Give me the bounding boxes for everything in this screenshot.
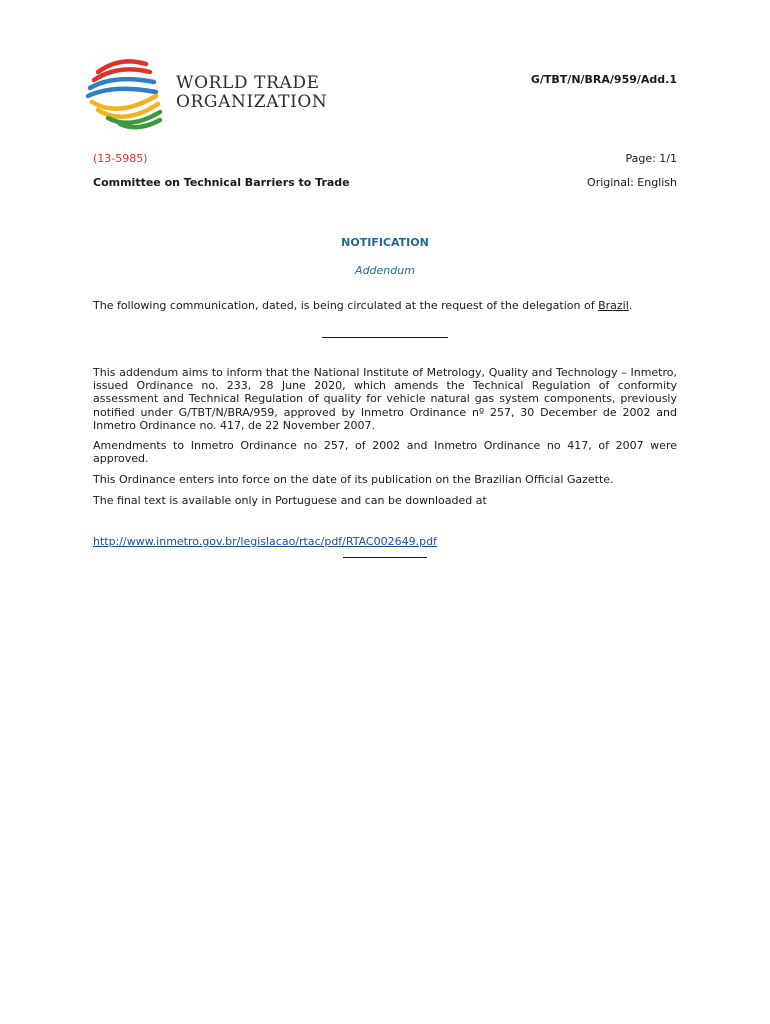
paragraph-4: The final text is available only in Portuguese and can be downloaded at [93,494,487,507]
intro-end: . [628,299,633,312]
reference-number: (13-5985) [93,152,148,165]
logo-line-1: WORLD TRADE [176,73,320,93]
separator-rule [322,337,448,338]
page-number: Page: 1/1 [625,152,677,165]
document-symbol: G/TBT/N/BRA/959/Add.1 [530,73,677,86]
logo-line-2: ORGANIZATION [176,92,328,112]
paragraph-3: This Ordinance enters into force on the date of its publication on the Brazilian Official Gazette. [93,473,614,486]
notification-heading: NOTIFICATION [341,236,429,249]
download-link[interactable]: http://www.inmetro.gov.br/legislacao/rtac/pdf/RTAC002649.pdf [93,535,437,548]
addendum-subtitle: Addendum [355,264,415,277]
intro-sentence [93,299,632,312]
original-language: Original: English [587,176,677,189]
end-rule [343,557,427,558]
wto-logo [84,58,334,130]
committee-name: Committee on Technical Barriers to Trade [93,176,350,189]
paragraph-1: This addendum aims to inform that the National Institute of Metrology, Quality and Technology – Inmetro, issued Ordinance no. 233, 28 June 2020, which amends the Technical Regulation of conformity assessment and Technical Regulation of quality for vehicle natural gas system components, previously notified under G/TBT/N/BRA/959, approved by Inmetro Ordinance nº 257, 30 December de 2002 and Inmetro Ordinance no. 417, de 22 November 2007. [93,366,677,432]
wto-logo-text [176,74,327,112]
intro-text: The following communication, dated, is being circulated at the request of the delegation of [93,299,599,312]
country-name: Brazil [598,299,629,312]
paragraph-2: Amendments to Inmetro Ordinance no 257, of 2002 and Inmetro Ordinance no 417, of 2007 were approved. [93,439,677,466]
wto-logo-icon [84,58,170,130]
